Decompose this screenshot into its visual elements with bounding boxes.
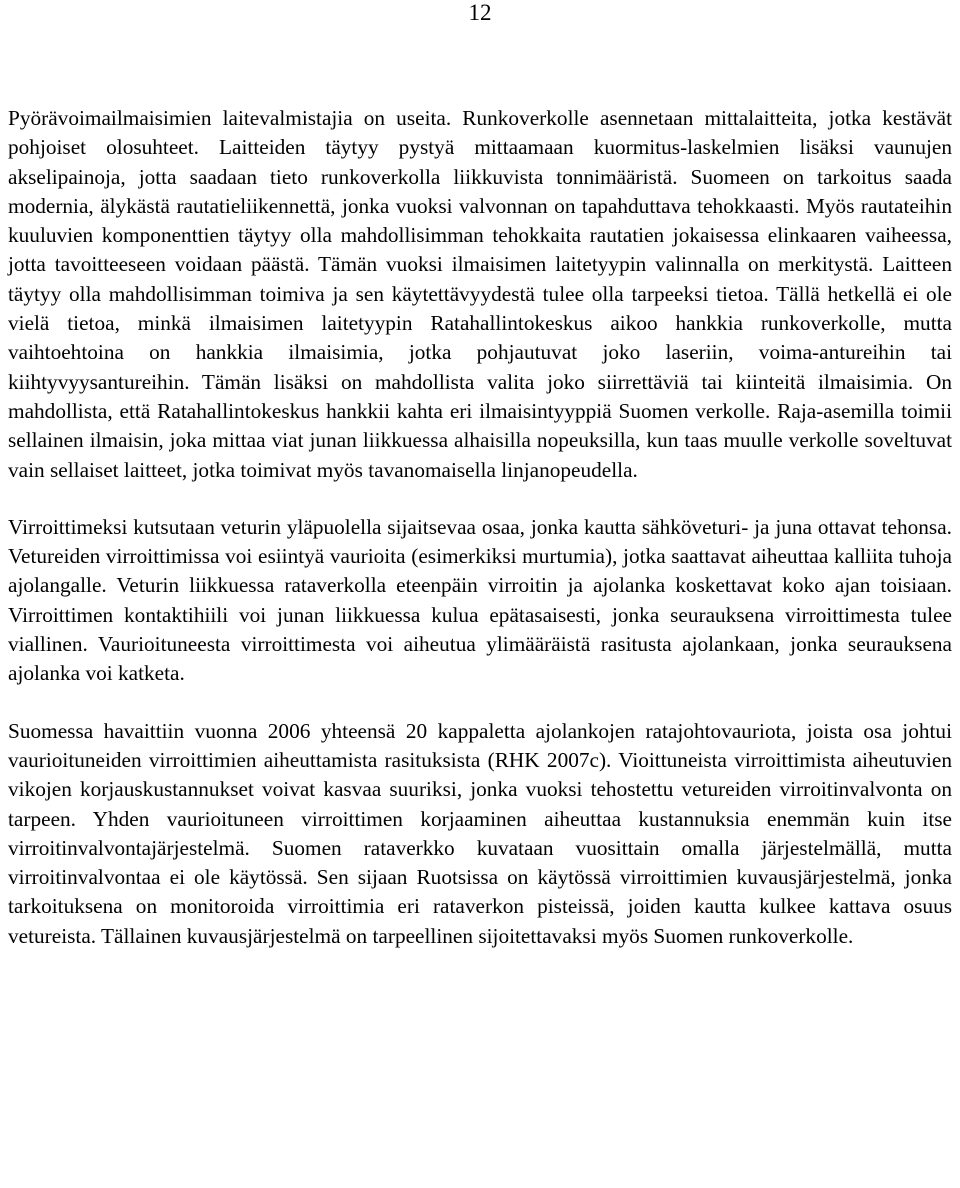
document-body (8, 104, 952, 951)
paragraph-detector-manufacturers: Pyörävoimailmaisimien laitevalmistajia on useita. Runkoverkolle asennetaan mittalaitteita, jotka kestävät pohjoiset olosuhteet. Laitteiden täytyy pystyä mittaamaan kuormitus-laskelmien lisäksi vaunujen akselipainoja, jotta saadaan tieto runkoverkolla liikkuvista tonnimääristä. Suomeen on tarkoitus saada modernia, älykästä rautatieliikennettä, jonka vuoksi valvonnan on tapahduttava tehokkaasti. Myös rautateihin kuuluvien komponenttien täytyy olla mahdollisimman tehokkaita rautatien jokaisessa elinkaaren vaiheessa, jotta tavoitteeseen voidaan päästä. Tämän vuoksi ilmaisimen laitetyypin valinnalla on merkitystä. Laitteen täytyy olla mahdollisimman toimiva ja sen käytettävyydestä tulee olla tarpeeksi tietoa. Tällä hetkellä ei ole vielä tietoa, minkä ilmaisimen laitetyypin Ratahallintokeskus aikoo hankkia runkoverkolle, mutta vaihtoehtoina on hankkia ilmaisimia, jotka pohjautuvat joko laseriin, voima-antureihin tai kiihtyvyysantureihin. Tämän lisäksi on mahdollista valita joko siirrettäviä tai kiinteitä ilmaisimia. On mahdollista, että Ratahallintokeskus hankkii kahta eri ilmaisintyyppiä Suomen verkolle. Raja-asemilla toimii sellainen ilmaisin, joka mittaa viat junan liikkuessa alhaisilla nopeuksilla, kun taas muulle verkolle soveltuvat vain sellaiset laitteet, jotka toimivat myös tavanomaisella linjanopeudella. (8, 106, 952, 482)
paragraph-damage-statistics: Suomessa havaittiin vuonna 2006 yhteensä 20 kappaletta ajolankojen ratajohtovauriota, joista osa johtui vaurioituneiden virroittimien aiheuttamista rasituksista (RHK 2007c). Vioittuneista virroittimista aiheutuvien vikojen korjauskustannukset voivat kasvaa suuriksi, jonka vuoksi tehostettu vetureiden virroitinvalvonta on tarpeen. Yhden vaurioituneen virroittimen korjaaminen aiheuttaa kustannuksia enemmän kuin itse virroitinvalvontajärjestelmä. Suomen rataverkko kuvataan vuosittain omalla järjestelmällä, mutta virroitinvalvontaa ei ole käytössä. Sen sijaan Ruotsissa on käytössä virroittimien kuvausjärjestelmä, jonka tarkoituksena on monitoroida virroittimia eri rataverkon pisteissä, joiden kautta kulkee kattava osuus vetureista. Tällainen kuvausjärjestelmä on tarpeellinen sijoitettavaksi myös Suomen runkoverkolle. (8, 718, 952, 948)
paragraph-pantograph-definition: Virroittimeksi kutsutaan veturin yläpuolella sijaitsevaa osaa, jonka kautta sähköveturi- ja juna ottavat tehonsa. Vetureiden virroittimissa voi esiintyä vaurioita (esimerkiksi murtumia), jotka saattavat aiheuttaa kalliita tuhoja ajolangalle. Veturin liikkuessa rataverkolla eteenpäin virroitin ja ajolanka koskettavat koko ajan toisiaan. Virroittimen kontaktihiili voi junan liikkuessa kulua epätasaisesti, jonka seurauksena virroittimesta tulee viallinen. Vaurioituneesta virroittimesta voi aiheutua ylimääräistä rasitusta ajolankaan, jonka seurauksena ajolanka voi katketa. (8, 514, 952, 686)
page-number: 12 (468, 0, 492, 25)
